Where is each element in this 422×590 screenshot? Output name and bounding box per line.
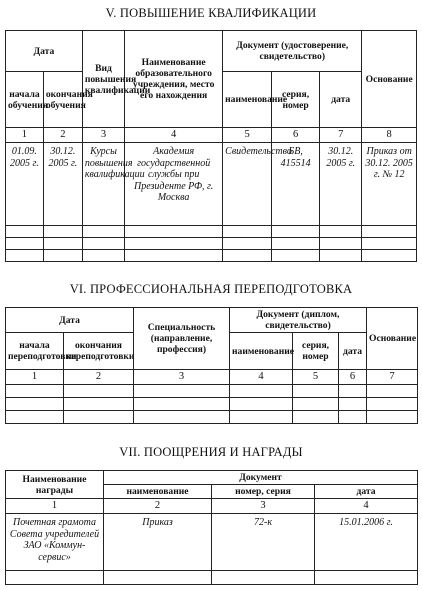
table-row: [6, 411, 418, 424]
section-7-title: VII. ПООЩРЕНИЯ И НАГРАДЫ: [119, 445, 303, 459]
header-date: Дата: [6, 308, 134, 333]
col-num: 1: [6, 499, 104, 514]
table-row: [6, 143, 417, 226]
col-num: 3: [212, 499, 315, 514]
header-basis: Основание: [367, 308, 418, 370]
header-doc-date: дата: [315, 485, 418, 499]
cell-doc-name: Приказ: [104, 514, 212, 571]
header-basis: Основание: [362, 31, 417, 128]
table-row: [6, 398, 418, 411]
col-num: 8: [362, 128, 417, 143]
cell-doc-date: 15.01.2006 г.: [315, 514, 418, 571]
cell-institution: Академия государственной службы при Президенте РФ, г. Москва: [125, 143, 223, 226]
cell-training-type: Курсы повышения квалификации: [82, 143, 124, 226]
column-numbers: [6, 499, 418, 514]
column-numbers: [6, 128, 417, 143]
cell-basis: Приказ от 30.12. 2005 г. № 12: [362, 143, 417, 226]
col-num: 7: [367, 370, 418, 385]
column-numbers: [6, 370, 418, 385]
section-5-title: V. ПОВЫШЕНИЕ КВАЛИФИКАЦИИ: [105, 6, 317, 20]
table-row: [6, 226, 417, 238]
cell-award: Почетная грамота Совета учредителей ЗАО «Коммун-сервис»: [6, 514, 104, 571]
col-num: 2: [104, 499, 212, 514]
header-document: Документ (удостоверение, свидетельство): [223, 31, 362, 72]
retraining-table: [5, 307, 418, 424]
col-num: 3: [82, 128, 124, 143]
cell-doc-name: Свидетельство: [223, 143, 272, 226]
col-num: 2: [43, 128, 82, 143]
header-doc-series: серия, номер: [293, 333, 339, 370]
header-specialty: Специальность (направление, профессия): [134, 308, 230, 370]
cell-end-date: 30.12. 2005 г.: [43, 143, 82, 226]
table-row: [6, 571, 418, 585]
cell-doc-series: БВ, 415514: [272, 143, 320, 226]
header-doc-date: дата: [320, 72, 362, 128]
table-row: [6, 250, 417, 262]
table-row: [6, 514, 418, 571]
col-num: 5: [293, 370, 339, 385]
header-doc-name: наименование: [104, 485, 212, 499]
table-row: [6, 238, 417, 250]
cell-start-date: 01.09. 2005 г.: [6, 143, 44, 226]
header-start: начала переподготовки: [6, 333, 64, 370]
header-doc-series: номер, серия: [212, 485, 315, 499]
awards-table: [5, 470, 418, 585]
cell-doc-series: 72-к: [212, 514, 315, 571]
header-institution: Наименование образовательного учреждения, место его нахождения: [125, 31, 223, 128]
col-num: 7: [320, 128, 362, 143]
header-doc-series: серия, номер: [272, 72, 320, 128]
col-num: 1: [6, 370, 64, 385]
header-document: Документ (диплом, свидетельство): [230, 308, 367, 333]
col-num: 1: [6, 128, 44, 143]
col-num: 4: [315, 499, 418, 514]
header-doc-date: дата: [339, 333, 367, 370]
header-start: начала обучения: [6, 72, 44, 128]
col-num: 3: [134, 370, 230, 385]
header-doc-name: наименование: [223, 72, 272, 128]
col-num: 6: [339, 370, 367, 385]
header-end: окончания переподготовки: [64, 333, 134, 370]
header-end: окончания обучения: [43, 72, 82, 128]
qualification-table: [5, 30, 417, 262]
section-6-title: VI. ПРОФЕССИОНАЛЬНАЯ ПЕРЕПОДГОТОВКА: [69, 282, 353, 296]
col-num: 6: [272, 128, 320, 143]
table-row: [6, 385, 418, 398]
header-date: Дата: [6, 31, 83, 72]
header-doc-name: наименование: [230, 333, 293, 370]
col-num: 2: [64, 370, 134, 385]
col-num: 4: [125, 128, 223, 143]
header-document: Документ: [104, 471, 418, 485]
col-num: 5: [223, 128, 272, 143]
header-training-type: Вид повышения квалификации: [82, 31, 124, 128]
col-num: 4: [230, 370, 293, 385]
header-award: Наименование награды: [6, 471, 104, 499]
cell-doc-date: 30.12. 2005 г.: [320, 143, 362, 226]
